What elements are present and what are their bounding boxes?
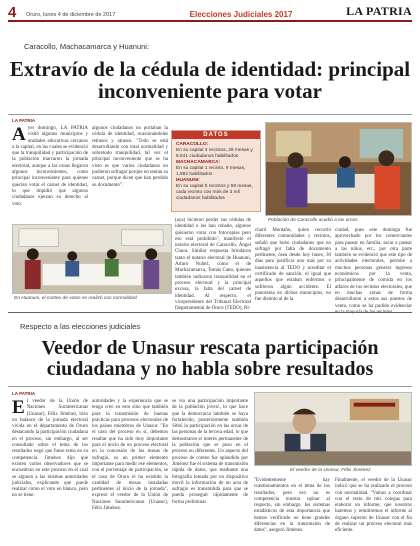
article1-headline: Extravío de la cédula de identidad: principal inconveniente para votar (9, 57, 411, 104)
photo-voters-caracollo (265, 122, 412, 216)
article2-byline: LA PATRIA (12, 391, 36, 396)
article1-column-3 (175, 218, 251, 312)
article1-text: yer domingo, LA PATRIA visitó algunos municipios y unidades educativas cercanos a la capital, en las cuales se evidenció que la tranquilidad y participación de la población marcaron la jornada electoral, aunque a las urnas llegaron algunos inconvenientes, como principal inconveniente para quienes querían votar el carnet de identidad, lo que impidió que algunos ciudadanos ejerzan su derecho al voto. (12, 126, 88, 207)
data-box-heading: MACHACAMARCA: (176, 160, 221, 165)
article1-column-5 (335, 228, 412, 309)
article2-text: Finalmente, el veedor de la Unasur indicó que se ha realizado el proceso con normalidad. "Vamos a coordinar con el resto de mis colegas para elaborar un informe, que nosotros haremos y remitiremos el informe al órgano superior de Unasur con el fin de realizar un proceso electoral más eficiente. (335, 478, 412, 534)
photo3-caption: El veedor de la Unasur, Félix Jiménez (290, 468, 371, 473)
article2-column-4 (254, 478, 330, 540)
vote-count-photo-illustration (13, 225, 171, 293)
data-box-heading: HUANUNI: (176, 178, 200, 183)
data-box-heading: CARACOLLO: (176, 142, 209, 147)
article1-byline: LA PATRIA (12, 118, 36, 123)
data-box-text: En su capital 5 recintos y 59 mesas, cada recinto con más de 3 mil ciudadanos habilitados (176, 184, 253, 201)
article1-text: ciudad, pues este domingo fue aprovechado por los comerciantes para pasear en familia, sacar a pasear a las niños, etc., por otra parte también se evidenció que este tipo de actividades electorales, permite a muchos personas generar ingresos económicos por la venta, principalmente de comida en los alfaros de los recintos electorales, que en muchas zonas de forma desarrollaron a estos sus puestos de venta, como se ha podido evidenciar (335, 228, 412, 309)
article1-column-4 (255, 228, 331, 304)
page-number: 4 (8, 4, 17, 21)
dropcap: E (12, 397, 25, 418)
voters-photo-illustration (266, 123, 411, 215)
article2-text: se vio una participación importante de la población joven\, lo que hace que la democracia también se haya fortalecido, posteriormente también Sitbú la participación en las urnas de las personas de la tercera edad, lo que demostraron el interés permanente de la población que se puso en el proceso en diferentes. Un aspecto del proceso de conteo fue aplaudido por Jiménez fue el sistema de transmisión rápida de datos, que mediante una fotografía tomada por un dispositivo movil la información de un acta de sufragio es transmitida para que se pueda proseguir rápidamente de forma preliminar. (172, 399, 248, 505)
photo1-caption: Población de Caracollo acudió a las urnas (268, 218, 358, 223)
page-header (8, 4, 412, 22)
article2-text: autoridades y la experiencia que se tenga creo en esto sino que también para la transmisión de buenas prácticas para procesos electorales de los países miembros de Unasur. "En el caso del proceso en sí, debemos resaltar que ha sido muy importante para el inicio de un proceso electoral en la concesión de los mesas de sufragio, es un primer elemento importante para medir ese elementos, con el porcentaje de participación, se el caso de Oruro el ha existido la cantidad de mesas instaladas pertinentes al inicio de la jornada", expresó el veedor de la Unión de Naciones Suramericanas (Unasur), Félix Jiménez. (92, 399, 168, 512)
photo-unasur-observer (254, 392, 412, 466)
photo2-caption: En Huanuni, el conteo de votos se realizó con normalidad (14, 296, 137, 301)
article1-text: chard Montaño, quien recorrió diferentes comunidades y recintos, señaló que hubo ciudadanos que no sufragó por falta de documento pertinente, ósea desde hoy lunes, 30 días para justificar uno más por su inasistencia al TEDO y acreditar el certificado de sanción, el igual que aquellos que estaban enfermos o sufrieron algún accidente. El panorama en dichos municipios, no fue distinto al de la (255, 228, 331, 303)
article2-text: l veedor de la Unión de Naciones Suramericanas (Unasur), Félix Jiménez, hizo un balance de la jornada electoral vivida en el departamento de Oruro destacando la participación ciudadana en el proceso, sin embargo, al ser consultado sobre el tema de los resultados negó que fuese tema en su competencia. Jiménez dijo que existen varios observadores que se encuentran en este proceso en el cual se alguien a las mismas autoridades judiciales, explicando que puede realizar como el voto en blanco, pero no se tiene. (12, 399, 88, 499)
article2-column-2 (92, 399, 168, 539)
article2-column-5 (335, 478, 412, 540)
article2-headline: Veedor de Unasur rescata participación ciudadana y no habla sobre resultados (41, 337, 379, 380)
article1-text: algunos ciudadanos no portaban la cédula de identidad, ocasionándoles retrasos y atrasos. "Todo se está desarrollando con total normalidad y sobretodo tranquilidad, tal vez el principal inconveniente que se ha visto es que varios ciudadanos no pudieron sufragar porque no tenían su carnet, porque dicen que han perdido su documento". (92, 126, 168, 188)
data-box (171, 130, 261, 212)
article2-text: "Evidentemente hay cuestionamientos en el tema de los resultados, pero eso no es competencia nuestra opinar al respecto, sin embargo, los sistemas estadísticos de esta importancia que hemos verificado no tiene grandes diferencias en la transmisión de datos", aseguró Jiménez. (254, 478, 330, 534)
article1-kicker: Caracollo, Machacamarca y Huanuni: (24, 42, 150, 51)
article1-column-2 (92, 126, 168, 218)
data-box-text: En su capital 3 recintos, 29 mesas y 6.541 ciudadanos habilitados (176, 148, 253, 159)
header-section-title: Elecciones Judiciales 2017 (189, 10, 293, 19)
observer-photo-illustration (255, 393, 411, 465)
photo-vote-count-huanuni (12, 224, 172, 294)
divider (8, 114, 412, 115)
article1-column-1 (12, 126, 88, 218)
newspaper-logo: LA PATRIA (346, 4, 412, 18)
article1-text: (aya) hicieron perder sus cédulas de identidad o las han robado, algunos quisieron votar con fotocopias pero eso está prohibido", manifestó el notario electoral de Caracollo, Ángel Chura. Similar respuesta brindaron tanto el notario electoral de Huanuni, Arturo Nuñez, como el de Machacamarca, Tomás Cano, quienes también indicaron tranquilidad en el proceso electoral y la principal excusa, la falta del carnet de identidad. Al respecto, el vicepresidente del Tribunal Electoral Departamental de Oruro (TEDO), Ri- (175, 218, 251, 312)
article2-column-3 (172, 399, 248, 539)
section-divider (8, 312, 412, 313)
dropcap: A (12, 124, 26, 145)
article2-column-1 (12, 399, 88, 539)
divider (8, 386, 412, 387)
header-date: Oruro, lunes 4 de diciembre de 2017 (26, 12, 116, 18)
data-box-text: En su capital 1 recinto, 9 mesas, 1.882 habilitados (176, 166, 246, 177)
data-box-title: DATOS (172, 131, 260, 139)
article2-kicker: Respecto a las elecciones judiciales (20, 322, 141, 331)
